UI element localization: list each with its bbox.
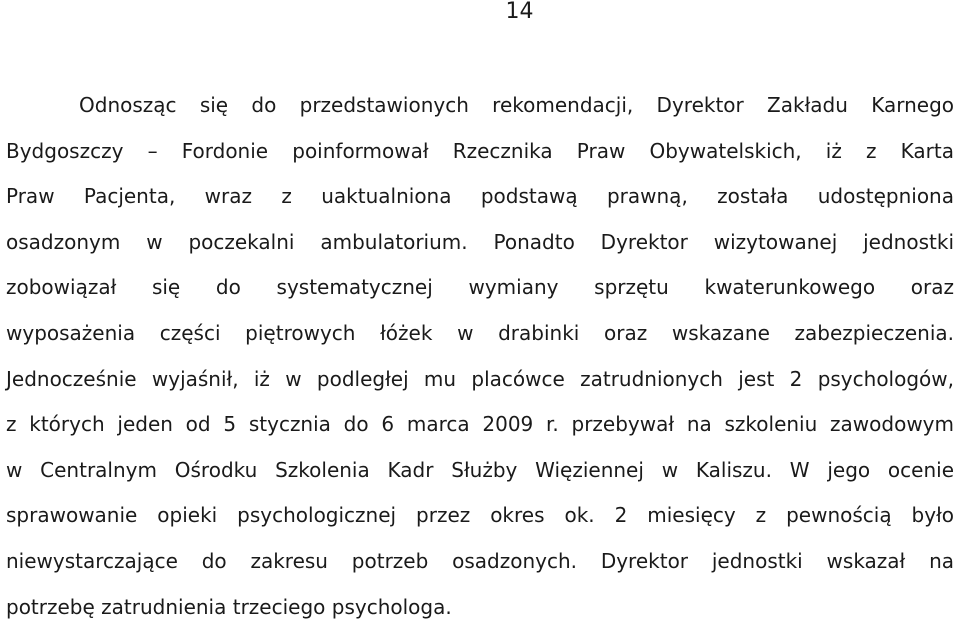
paragraph-line: Odnosząc się do przedstawionych rekomendacji, Dyrektor Zakładu Karnego xyxy=(79,93,954,117)
paragraph-line: wyposażenia części piętrowych łóżek w drabinki oraz wskazane zabezpieczenia. xyxy=(6,320,954,345)
paragraph-line: Jednocześnie wyjaśnił, iż w podległej mu placówce zatrudnionych jest 2 psychologów, xyxy=(6,366,954,391)
paragraph-line: Bydgoszczy – Fordonie poinformował Rzecznika Praw Obywatelskich, iż z Karta xyxy=(6,138,954,163)
paragraph-line: zobowiązał się do systematycznej wymiany sprzętu kwaterunkowego oraz xyxy=(6,275,954,300)
paragraph-line: z których jeden od 5 stycznia do 6 marca 2009 r. przebywał na szkoleniu zawodowym xyxy=(6,412,954,437)
paragraph-line: sprawowanie opieki psychologicznej przez okres ok. 2 miesięcy z pewnością było xyxy=(6,503,954,528)
paragraph-line: niewystarczające do zakresu potrzeb osadzonych. Dyrektor jednostki wskazał na xyxy=(6,548,954,573)
paragraph-line: osadzonym w poczekalni ambulatorium. Ponadto Dyrektor wizytowanej jednostki xyxy=(6,229,954,254)
paragraph-line: Praw Pacjenta, wraz z uaktualniona podstawą prawną, została udostępniona xyxy=(6,184,954,209)
paragraph-line: potrzebę zatrudnienia trzeciego psychologa. xyxy=(6,594,452,619)
paragraph-line: w Centralnym Ośrodku Szkolenia Kadr Służby Więziennej w Kaliszu. W jego ocenie xyxy=(6,457,954,482)
page-number: 14 xyxy=(505,0,534,24)
document-paragraph xyxy=(6,83,954,630)
